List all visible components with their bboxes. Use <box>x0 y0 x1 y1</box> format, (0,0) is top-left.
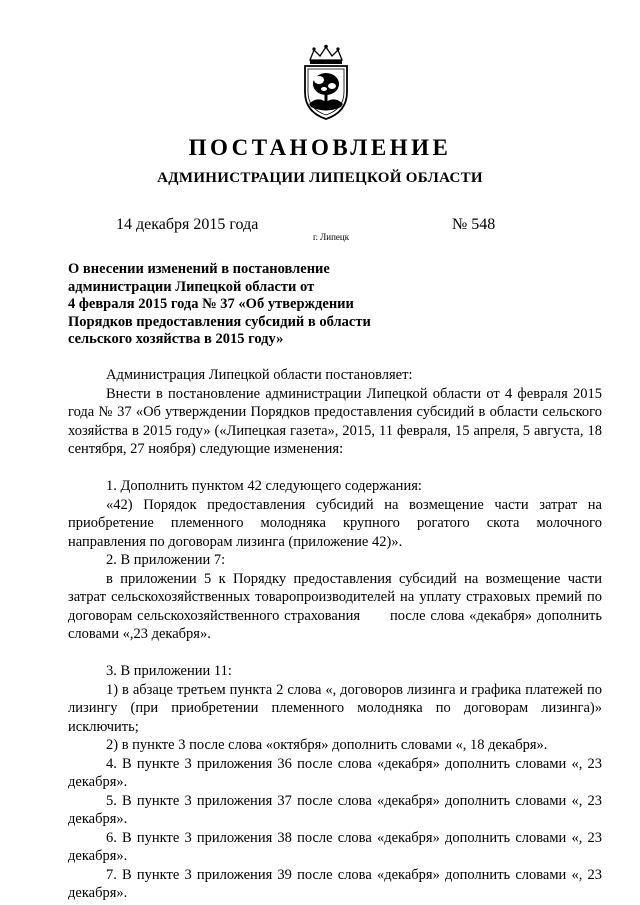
heading-line: Порядков предоставления субсидий в области <box>68 313 371 330</box>
paragraph-item-3: 3. В приложении 11: <box>106 663 232 679</box>
lipetsk-coat-of-arms-icon <box>296 44 356 122</box>
paragraph-item-4: 4. В пункте 3 приложения 36 после слова «декабря» дополнить словами «, 23 декабря». <box>68 755 602 790</box>
paragraph-item-2-text <box>68 570 602 644</box>
paragraph-item-2-text-part2: после слова «декабря» дополнить словами «,23 декабря». <box>68 607 602 642</box>
paragraph-item-7: 7. В пункте 3 приложения 39 после слова «декабря» дополнить словами «, 23 декабря». <box>68 866 602 901</box>
paragraph-amendment-intro: Внести в постановление администрации Липецкой области от 4 февраля 2015 года № 37 «Об утверждении Порядков предоставления субсидий в области сельского хозяйства в 2015 году» («Липецкая газета», 2015, 11 февраля, 15 апреля, 5 августа, 18 сентября, 27 ноября) следующие изменения: <box>68 385 602 457</box>
paragraph-item-5: 5. В пункте 3 приложения 37 после слова «декабря» дополнить словами «, 23 декабря». <box>68 792 602 827</box>
heading-line: 4 февраля 2015 года № 37 «Об утверждении <box>68 296 354 312</box>
heading-line: сельского хозяйства в 2015 году» <box>68 331 284 347</box>
document-heading <box>68 261 428 349</box>
paragraph-item-2-text-part1: в приложении 5 к Порядку предоставления субсидий на возмещение части затрат сельскохозяйственных товаропроизводителей на уплату страховых премий по договорам сельскохозяйственного страхования <box>68 570 602 624</box>
paragraph-item-2: 2. В приложении 7: <box>106 552 226 568</box>
heading-line: администрации Липецкой области от <box>68 278 315 295</box>
paragraph-preamble: Администрация Липецкой области постановляет: <box>106 367 413 383</box>
document-number: № 548 <box>452 216 496 233</box>
paragraph-item-1-text: «42) Порядок предоставления субсидий на возмещение части затрат на приобретение племенного молодняка крупного рогатого скота молочного направления по договорам лизинга (приложение 42)». <box>68 496 602 550</box>
document-body <box>68 366 602 903</box>
document-date: 14 декабря 2015 года <box>116 216 259 233</box>
document-city: г. Липецк <box>313 232 350 242</box>
paragraph-item-6: 6. В пункте 3 приложения 38 после слова «декабря» дополнить словами «, 23 декабря». <box>68 829 602 864</box>
heading-line: О внесении изменений в постановление <box>68 261 330 277</box>
paragraph-item-3-sub1: 1) в абзаце третьем пункта 2 слова «, договоров лизинга и графика платежей по лизингу (при приобретении племенного молодняка по договорам лизинга)» исключить; <box>68 681 602 735</box>
document-title: ПОСТАНОВЛЕНИЕ <box>188 135 452 160</box>
paragraph-item-3-sub2: 2) в пункте 3 после слова «октября» дополнить словами «, 18 декабря». <box>106 737 548 753</box>
paragraph-item-1: 1. Дополнить пунктом 42 следующего содержания: <box>106 478 422 494</box>
document-subtitle: АДМИНИСТРАЦИИ ЛИПЕЦКОЙ ОБЛАСТИ <box>157 170 483 186</box>
